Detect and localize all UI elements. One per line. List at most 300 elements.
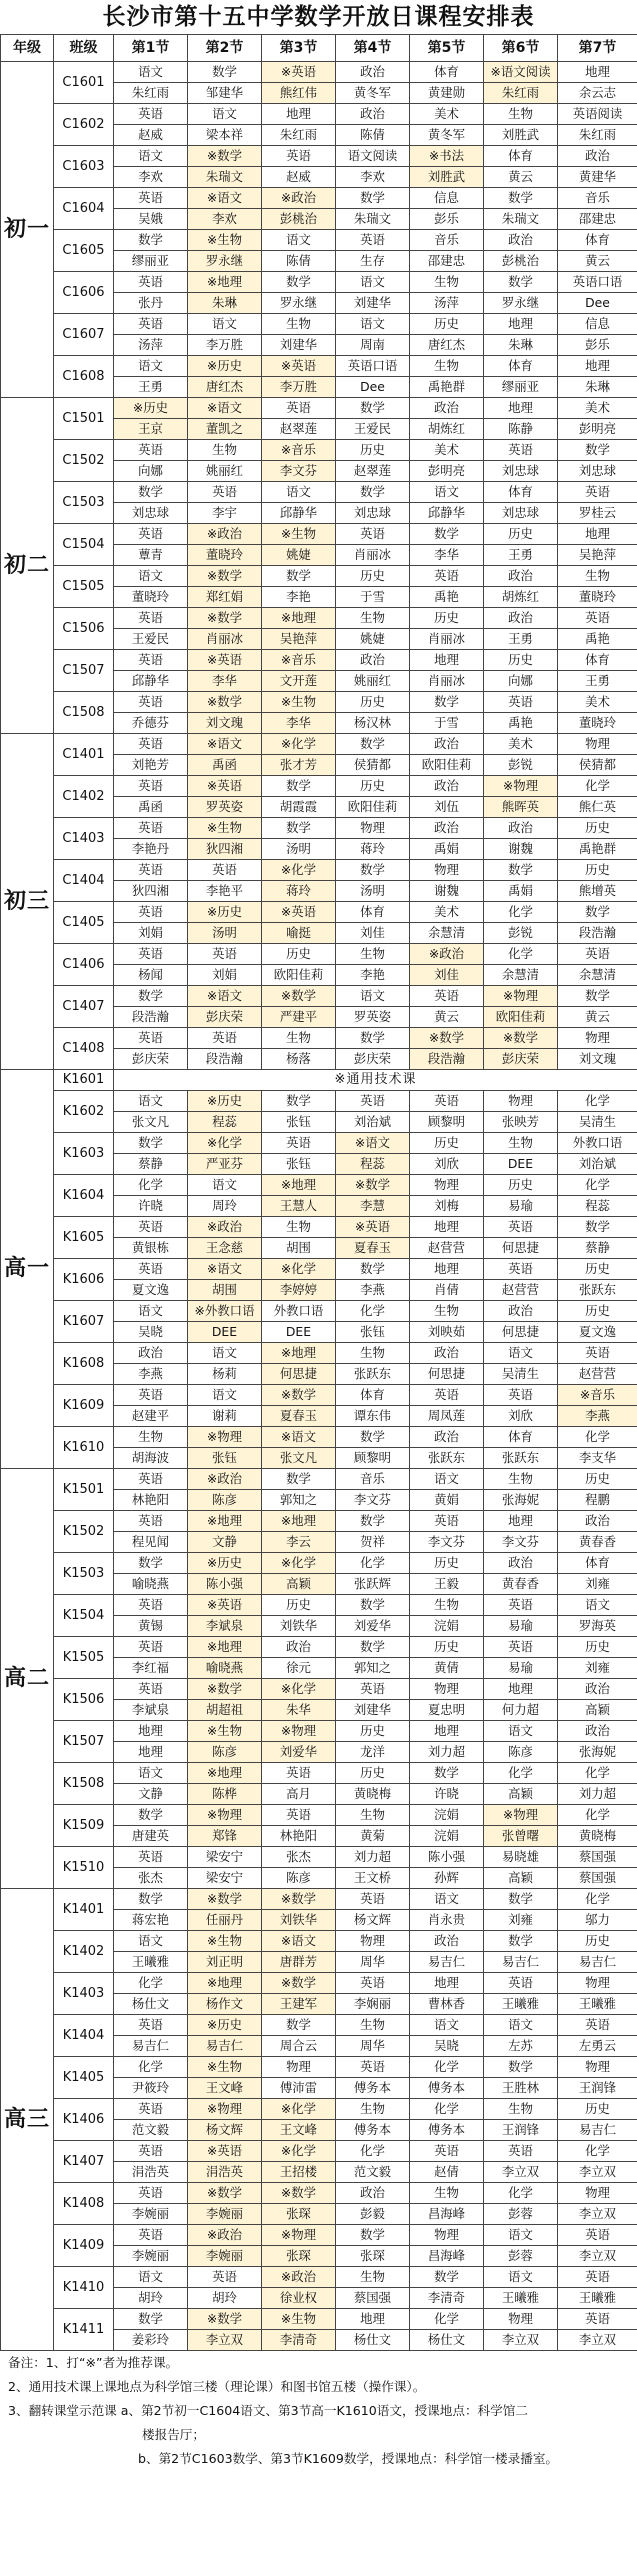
teacher-cell: 刘治斌 <box>558 1154 637 1175</box>
subject-cell: 数学 <box>262 1091 336 1112</box>
teacher-cell: 王念慈 <box>188 1238 262 1259</box>
subject-cell: 数学 <box>484 272 558 293</box>
subject-cell: 生物 <box>484 1133 558 1154</box>
subject-cell: 英语 <box>336 2057 410 2078</box>
teacher-cell: 李燕 <box>336 1280 410 1301</box>
class-row-subjects <box>1 1595 637 1616</box>
teacher-cell: 彭明亮 <box>558 419 637 440</box>
teacher-cell: 肖丽冰 <box>188 629 262 650</box>
teacher-cell: 王文峰 <box>262 2120 336 2141</box>
subject-cell: ※英语 <box>188 1595 262 1616</box>
teacher-cell: 赵建平 <box>114 1406 188 1427</box>
teacher-cell: 陈倩 <box>262 251 336 272</box>
teacher-cell: 王曦雅 <box>484 1994 558 2015</box>
teacher-cell: 汤明 <box>262 839 336 860</box>
teacher-cell: 李立双 <box>484 2330 558 2351</box>
subject-cell: 语文 <box>114 356 188 377</box>
subject-cell: 历史 <box>336 440 410 461</box>
subject-cell: 语文 <box>484 1721 558 1742</box>
teacher-cell: 李艳丹 <box>114 839 188 860</box>
subject-cell: 英语 <box>484 2141 558 2162</box>
teacher-cell: 罗英姿 <box>336 1007 410 1028</box>
subject-cell: 英语 <box>114 902 188 923</box>
teacher-cell: 杨文辉 <box>336 1910 410 1931</box>
subject-cell: 数学 <box>558 440 637 461</box>
teacher-cell: 黄银栋 <box>114 1238 188 1259</box>
class-row-subjects <box>1 734 637 755</box>
subject-cell: ※生物 <box>262 2309 336 2330</box>
class-row-subjects <box>1 1973 637 1994</box>
class-id: K1503 <box>54 1553 114 1595</box>
teacher-cell: 易瑜 <box>484 1196 558 1217</box>
teacher-cell: 罗桂云 <box>558 503 637 524</box>
subject-cell: 物理 <box>336 1931 410 1952</box>
class-row-subjects <box>1 1217 637 1238</box>
subject-cell: ※地理 <box>188 272 262 293</box>
teacher-cell: 张跃辉 <box>336 1574 410 1595</box>
teacher-cell: 何力超 <box>484 1700 558 1721</box>
class-id: K1404 <box>54 2015 114 2057</box>
subject-cell: 梁安宁 <box>188 1847 262 1868</box>
subject-cell: 政治 <box>336 650 410 671</box>
subject-cell: 历史 <box>336 566 410 587</box>
subject-cell: 张杰 <box>262 1847 336 1868</box>
teacher-cell: 文静 <box>114 1784 188 1805</box>
teacher-cell: 易吉仁 <box>410 1952 484 1973</box>
teacher-cell: 赵营营 <box>558 1364 637 1385</box>
teacher-cell: 杨仕文 <box>410 2330 484 2351</box>
teacher-cell: 胡围 <box>262 1238 336 1259</box>
subject-cell: 数学 <box>336 1637 410 1658</box>
class-id: C1407 <box>54 986 114 1028</box>
teacher-cell: 胡玲 <box>188 2288 262 2309</box>
subject-cell: 语文 <box>410 482 484 503</box>
class-row-subjects <box>1 566 637 587</box>
subject-cell: ※地理 <box>262 1343 336 1364</box>
teacher-cell: 谭东伟 <box>336 1406 410 1427</box>
subject-cell: 数学 <box>114 1805 188 1826</box>
subject-cell: 英语口语 <box>558 272 637 293</box>
subject-cell: ※语文 <box>262 1427 336 1448</box>
subject-cell: 英语 <box>114 1679 188 1700</box>
teacher-cell: 乔德芬 <box>114 713 188 734</box>
class-row-subjects <box>1 230 637 251</box>
teacher-cell: 程鹏 <box>558 1490 637 1511</box>
subject-cell: 语文 <box>114 1301 188 1322</box>
teacher-cell: 刘雍 <box>558 1658 637 1679</box>
subject-cell: 生物 <box>484 1469 558 1490</box>
subject-cell: 政治 <box>410 1931 484 1952</box>
teacher-cell: 胡超祖 <box>188 1700 262 1721</box>
teacher-cell: 黄春香 <box>558 1532 637 1553</box>
teacher-cell: 李婉丽 <box>114 2204 188 2225</box>
teacher-cell: 夏文逸 <box>558 1322 637 1343</box>
subject-cell: 物理 <box>558 734 637 755</box>
subject-cell: 化学 <box>558 776 637 797</box>
teacher-cell: 张跃东 <box>484 1448 558 1469</box>
subject-cell: 生物 <box>410 272 484 293</box>
subject-cell: 地理 <box>410 1259 484 1280</box>
subject-cell: 数学 <box>336 860 410 881</box>
teacher-cell: 刘爱华 <box>336 1616 410 1637</box>
teacher-cell: 赵翠莲 <box>336 461 410 482</box>
subject-cell: ※政治 <box>188 1469 262 1490</box>
subject-cell: 历史 <box>558 1259 637 1280</box>
subject-cell: 英语 <box>558 608 637 629</box>
teacher-cell: 刘建华 <box>262 335 336 356</box>
note-3-continued: 楼报告厅； <box>142 2427 205 2442</box>
subject-cell: 政治 <box>410 734 484 755</box>
teacher-cell: 彭乐 <box>558 335 637 356</box>
header-period-5: 第5节 <box>410 35 484 62</box>
subject-cell: 历史 <box>558 2099 637 2120</box>
teacher-cell: 何思捷 <box>484 1322 558 1343</box>
subject-cell: 物理 <box>410 1175 484 1196</box>
subject-cell: ※化学 <box>262 2099 336 2120</box>
class-id: K1609 <box>54 1385 114 1427</box>
teacher-cell: 汤萍 <box>410 293 484 314</box>
subject-cell: 英语 <box>410 1511 484 1532</box>
subject-cell: ※地理 <box>188 1637 262 1658</box>
teacher-cell: 罗永继 <box>262 293 336 314</box>
teacher-cell: 黄倩 <box>410 1658 484 1679</box>
class-row-subjects <box>1 650 637 671</box>
teacher-cell: 熊晖英 <box>484 797 558 818</box>
subject-cell: 政治 <box>484 818 558 839</box>
subject-cell: ※语文 <box>336 1133 410 1154</box>
subject-cell: 数学 <box>262 1469 336 1490</box>
teacher-cell: 王文峰 <box>188 2078 262 2099</box>
teacher-cell: 李立双 <box>558 2162 637 2183</box>
subject-cell: ※政治 <box>188 2225 262 2246</box>
subject-cell: 英语 <box>114 860 188 881</box>
teacher-cell: 彭蓉 <box>484 2246 558 2267</box>
teacher-cell: 董晓玲 <box>558 587 637 608</box>
class-id: C1406 <box>54 944 114 986</box>
class-id: K1403 <box>54 1973 114 2015</box>
teacher-cell: 地理 <box>114 1742 188 1763</box>
teacher-cell: 吴清生 <box>558 1112 637 1133</box>
subject-cell: ※音乐 <box>558 1385 637 1406</box>
subject-cell: 数学 <box>114 482 188 503</box>
subject-cell: ※地理 <box>188 1763 262 1784</box>
subject-cell: 数学 <box>262 776 336 797</box>
subject-cell: ※英语 <box>262 62 336 83</box>
subject-cell: ※数学 <box>262 986 336 1007</box>
teacher-cell: 姚婕 <box>336 629 410 650</box>
teacher-cell: 唐红杰 <box>188 377 262 398</box>
subject-cell: 英语 <box>558 1343 637 1364</box>
subject-cell: 历史 <box>410 1133 484 1154</box>
class-id: K1606 <box>54 1259 114 1301</box>
teacher-cell: 周凤莲 <box>410 1406 484 1427</box>
subject-cell: ※数学 <box>188 692 262 713</box>
subject-cell: 英语 <box>114 1595 188 1616</box>
subject-cell: 化学 <box>114 1175 188 1196</box>
subject-cell: 英语 <box>336 1679 410 1700</box>
class-id: K1411 <box>54 2309 114 2351</box>
teacher-cell: 黄娟 <box>410 1490 484 1511</box>
class-row-subjects <box>1 2099 637 2120</box>
subject-cell: 英语 <box>262 1133 336 1154</box>
teacher-cell: 黄春香 <box>484 1574 558 1595</box>
class-id: C1502 <box>54 440 114 482</box>
teacher-cell: 生存 <box>336 251 410 272</box>
subject-cell: ※数学 <box>188 1889 262 1910</box>
teacher-cell: 龙洋 <box>336 1742 410 1763</box>
subject-cell: 英语 <box>262 146 336 167</box>
teacher-cell: 周华 <box>336 1952 410 1973</box>
class-row-subjects <box>1 2309 637 2330</box>
teacher-cell: 范文毅 <box>114 2120 188 2141</box>
class-row-subjects <box>1 356 637 377</box>
subject-cell: 政治 <box>558 1679 637 1700</box>
subject-cell: 数学 <box>114 1133 188 1154</box>
subject-cell: 数学 <box>484 188 558 209</box>
subject-cell: ※生物 <box>188 230 262 251</box>
class-id: C1505 <box>54 566 114 608</box>
teacher-cell: 喻晓燕 <box>114 1574 188 1595</box>
class-row-subjects <box>1 1469 637 1490</box>
subject-cell: 美术 <box>558 398 637 419</box>
subject-cell: 英语 <box>188 1028 262 1049</box>
teacher-cell: 侯猜都 <box>336 755 410 776</box>
subject-cell: 英语 <box>262 1763 336 1784</box>
subject-cell: 政治 <box>410 818 484 839</box>
class-row-subjects <box>1 1679 637 1700</box>
header-period-7: 第7节 <box>558 35 637 62</box>
class-row-subjects <box>1 1091 637 1112</box>
class-row-subjects <box>1 398 637 419</box>
teacher-cell: 赵营营 <box>484 1280 558 1301</box>
subject-cell: ※物理 <box>484 776 558 797</box>
teacher-cell: 李红福 <box>114 1658 188 1679</box>
teacher-cell: 彭庆荣 <box>484 1049 558 1070</box>
teacher-cell: 李万胜 <box>262 377 336 398</box>
subject-cell: 化学 <box>410 2057 484 2078</box>
class-id: K1408 <box>54 2183 114 2225</box>
subject-cell: ※化学 <box>262 860 336 881</box>
subject-cell: ※物理 <box>262 2225 336 2246</box>
subject-cell: ※英语 <box>262 356 336 377</box>
teacher-cell: 彭毅 <box>336 2204 410 2225</box>
subject-cell: 语文 <box>188 314 262 335</box>
subject-cell: 英语 <box>114 1028 188 1049</box>
teacher-cell: 熊仁英 <box>558 797 637 818</box>
subject-cell: 物理 <box>410 860 484 881</box>
teacher-cell: 刘忠球 <box>114 503 188 524</box>
teacher-cell: 李文芬 <box>410 1532 484 1553</box>
teacher-cell: 林艳阳 <box>114 1490 188 1511</box>
teacher-cell: 李婉丽 <box>188 2246 262 2267</box>
class-row-subjects <box>1 902 637 923</box>
page-title: 长沙市第十五中学数学开放日课程安排表 <box>102 4 535 30</box>
subject-cell: 美术 <box>558 692 637 713</box>
teacher-cell: 唐建英 <box>114 1826 188 1847</box>
teacher-cell: 李婉丽 <box>114 2246 188 2267</box>
teacher-cell: 禹函 <box>114 797 188 818</box>
subject-cell: ※历史 <box>188 1091 262 1112</box>
subject-cell: ※地理 <box>262 608 336 629</box>
subject-cell: 物理 <box>336 818 410 839</box>
subject-cell: 英语 <box>114 272 188 293</box>
class-id: K1508 <box>54 1763 114 1805</box>
subject-cell: 语文 <box>114 62 188 83</box>
teacher-cell: 刘文瑰 <box>188 713 262 734</box>
subject-cell: 英语 <box>484 1259 558 1280</box>
teacher-cell: 张跃东 <box>410 1448 484 1469</box>
class-id: K1507 <box>54 1721 114 1763</box>
subject-cell: 英语 <box>484 1973 558 1994</box>
teacher-cell: 黄云 <box>558 251 637 272</box>
subject-cell: 政治 <box>484 230 558 251</box>
teacher-cell: 尹筱玲 <box>114 2078 188 2099</box>
teacher-cell: 欧阳佳莉 <box>484 1007 558 1028</box>
subject-cell: 音乐 <box>336 1469 410 1490</box>
subject-cell: 语文 <box>484 2267 558 2288</box>
teacher-cell: 李文芬 <box>484 1532 558 1553</box>
subject-cell: ※语文 <box>188 188 262 209</box>
teacher-cell: 李燕 <box>558 1406 637 1427</box>
teacher-cell: 陈倩 <box>336 125 410 146</box>
subject-cell: ※历史 <box>188 1553 262 1574</box>
class-id: C1508 <box>54 692 114 734</box>
subject-cell: 数学 <box>410 524 484 545</box>
subject-cell: 英语 <box>114 1637 188 1658</box>
teacher-cell: 黄云 <box>484 167 558 188</box>
teacher-cell: 程蕊 <box>188 1112 262 1133</box>
teacher-cell: 罗永继 <box>188 251 262 272</box>
subject-cell: 化学 <box>484 902 558 923</box>
class-id: K1604 <box>54 1175 114 1217</box>
subject-cell: 数学 <box>336 188 410 209</box>
subject-cell: 英语 <box>262 398 336 419</box>
subject-cell: 历史 <box>484 524 558 545</box>
subject-cell: ※物理 <box>484 1805 558 1826</box>
subject-cell: 数学 <box>558 1217 637 1238</box>
teacher-cell: 吴艳萍 <box>558 545 637 566</box>
subject-cell: 英语 <box>114 2141 188 2162</box>
class-id: K1402 <box>54 1931 114 1973</box>
subject-cell: 英语 <box>410 566 484 587</box>
subject-cell: 语文 <box>188 1175 262 1196</box>
teacher-cell: 程蕊 <box>558 1196 637 1217</box>
subject-cell: 英语 <box>484 1595 558 1616</box>
subject-cell: 化学 <box>410 2099 484 2120</box>
class-id: K1509 <box>54 1805 114 1847</box>
subject-cell: 生物 <box>410 1301 484 1322</box>
class-id: C1404 <box>54 860 114 902</box>
grade-label: 高一 <box>1 1070 54 1469</box>
class-id: C1602 <box>54 104 114 146</box>
note-3: 3、翻转课堂示范课 a、第2节初一C1604语文、第3节高一K1610语文，授课地点：科学馆二 <box>8 2403 528 2418</box>
class-row-subjects <box>1 776 637 797</box>
teacher-cell: 于雪 <box>336 587 410 608</box>
teacher-cell: 胡围 <box>188 1280 262 1301</box>
teacher-cell: 王勇 <box>558 671 637 692</box>
subject-cell: 语文 <box>114 2267 188 2288</box>
class-row-subjects <box>1 1427 637 1448</box>
teacher-cell: 张海妮 <box>558 1742 637 1763</box>
teacher-cell: 王勇 <box>484 545 558 566</box>
subject-cell: 地理 <box>410 1217 484 1238</box>
teacher-cell: 狄四湘 <box>114 881 188 902</box>
subject-cell: 英语 <box>114 944 188 965</box>
teacher-cell: 胡炼红 <box>410 419 484 440</box>
teacher-cell: 罗永继 <box>484 293 558 314</box>
teacher-cell: 李云 <box>262 1532 336 1553</box>
teacher-cell: 杨文辉 <box>188 2120 262 2141</box>
subject-cell: ※生物 <box>188 1721 262 1742</box>
teacher-cell: 刘忠球 <box>558 461 637 482</box>
subject-cell: ※英语 <box>188 650 262 671</box>
class-id: C1604 <box>54 188 114 230</box>
subject-cell: ※数学 <box>188 146 262 167</box>
header-row <box>1 35 637 62</box>
teacher-cell: 张钰 <box>262 1154 336 1175</box>
teacher-cell: 熊红伟 <box>262 83 336 104</box>
teacher-cell: 禹艳群 <box>558 839 637 860</box>
subject-cell: 历史 <box>336 1721 410 1742</box>
teacher-cell: 汤萍 <box>114 335 188 356</box>
subject-cell: ※生物 <box>188 818 262 839</box>
teacher-cell: 程蕊 <box>336 1154 410 1175</box>
teacher-cell: 王勇 <box>114 377 188 398</box>
teacher-cell: 欧阳佳莉 <box>410 755 484 776</box>
subject-cell: 历史 <box>336 776 410 797</box>
teacher-cell: 唐红杰 <box>410 335 484 356</box>
subject-cell: 英语 <box>114 608 188 629</box>
subject-cell: 数学 <box>114 2309 188 2330</box>
class-row-subjects <box>1 482 637 503</box>
subject-cell: ※生物 <box>188 2057 262 2078</box>
teacher-cell: 彭明亮 <box>410 461 484 482</box>
teacher-cell: 张海妮 <box>484 1490 558 1511</box>
class-id: C1605 <box>54 230 114 272</box>
teacher-cell: 易瑜 <box>484 1616 558 1637</box>
teacher-cell: 张文凡 <box>114 1112 188 1133</box>
teacher-cell: 胡海波 <box>114 1448 188 1469</box>
teacher-cell: 张琛 <box>262 2246 336 2267</box>
teacher-cell: 谢魏 <box>484 839 558 860</box>
teacher-cell: 王勇 <box>484 629 558 650</box>
teacher-cell: 傅务本 <box>336 2078 410 2099</box>
subject-cell: 英语 <box>114 1259 188 1280</box>
teacher-cell: 何思捷 <box>484 1238 558 1259</box>
teacher-cell: 李燕 <box>114 1364 188 1385</box>
teacher-cell: 刘艳芳 <box>114 755 188 776</box>
subject-cell: 生物 <box>558 566 637 587</box>
teacher-cell: 刘治斌 <box>336 1112 410 1133</box>
teacher-cell: 李立双 <box>484 2162 558 2183</box>
teacher-cell: 吴艳萍 <box>262 629 336 650</box>
teacher-cell: 张跃东 <box>558 1280 637 1301</box>
teacher-cell: 刘爱华 <box>262 1742 336 1763</box>
class-row-subjects <box>1 2057 637 2078</box>
teacher-cell: 郑锋 <box>188 1826 262 1847</box>
subject-cell: 化学 <box>558 1427 637 1448</box>
teacher-cell: 邱静华 <box>114 671 188 692</box>
subject-cell: 地理 <box>484 1511 558 1532</box>
teacher-cell: 肖丽冰 <box>410 629 484 650</box>
subject-cell: 化学 <box>336 1553 410 1574</box>
teacher-cell: 胡炼红 <box>484 587 558 608</box>
teacher-cell: 李立双 <box>558 2204 637 2225</box>
teacher-cell: 罗海英 <box>558 1616 637 1637</box>
subject-cell: ※生物 <box>262 524 336 545</box>
class-id: K1409 <box>54 2225 114 2267</box>
header-period-3: 第3节 <box>262 35 336 62</box>
